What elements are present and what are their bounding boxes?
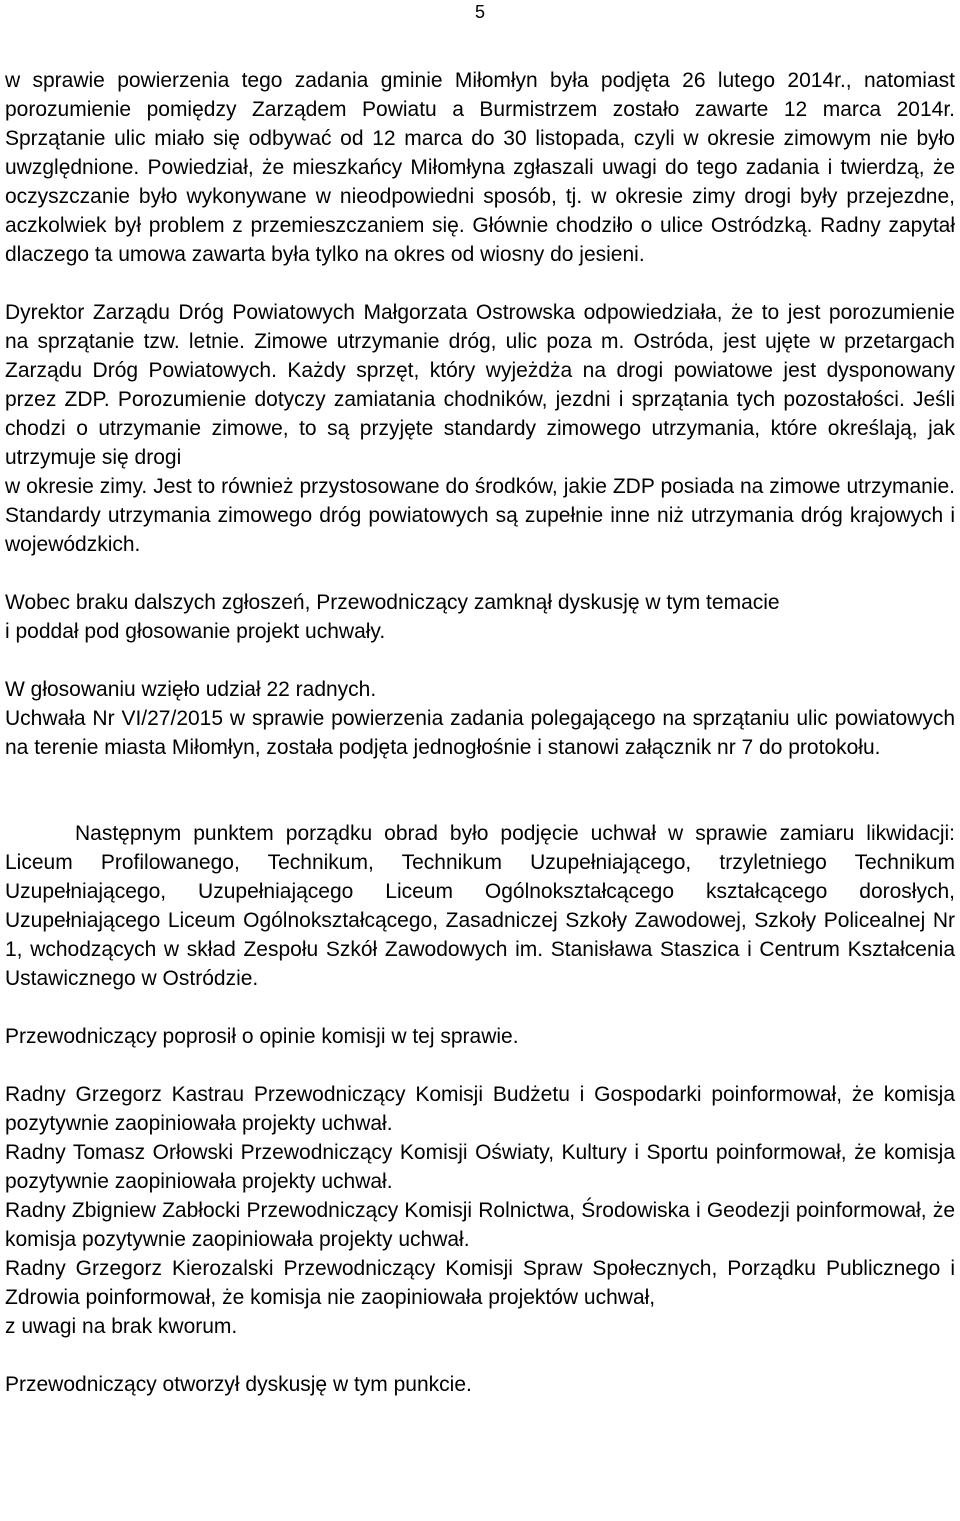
paragraph-street-cleaning-question: w sprawie powierzenia tego zadania gminie Miłomłyn była podjęta 26 lutego 2014r., natomiast porozumienie pomiędzy Zarządem Powiatu a Burmistrzem zostało zawarte 12 marca 2014r. Sprzątanie ulic miało się odbywać od 12 marca do 30 listopada, czyli w okresie zimowym nie było uwzględnione. Powiedział, że mieszkańcy Miłomłyna zgłaszali uwagi do tego zadania i twierdzą, że oczyszczanie było wykonywane w nieodpowiedni sposób, tj. w okresie zimy drogi były przejezdne, aczkolwiek był problem z przemieszczaniem się. Głównie chodziło o ulice Ostródzką. Radny zapytał dlaczego ta umowa zawarta była tylko na okres od wiosny do jesieni. <box>5 69 955 266</box>
paragraph-director-answer: Dyrektor Zarządu Dróg Powiatowych Małgorzata Ostrowska odpowiedziała, że to jest porozumienie na sprzątanie tzw. letnie. Zimowe utrzymanie dróg, ulic poza m. Ostróda, jest ujęte w przetargach Zarządu Dróg Powiatowych. Każdy sprzęt, który wyjeżdża na drogi powiatowe jest dysponowany przez ZDP. Porozumienie dotyczy zamiatania chodników, jezdni i sprzątania tych pozostałości. Jeśli chodzi o utrzymanie zimowe, to są przyjęte standardy zimowego utrzymania, które określają, jak utrzymuje się drogi <box>5 301 955 469</box>
paragraph-vote-count: W głosowaniu wzięło udział 22 radnych. <box>5 678 377 701</box>
paragraph-next-agenda-item: Następnym punktem porządku obrad było podjęcie uchwał w sprawie zamiaru likwidacji: Liceum Profilowanego, Technikum, Technikum Uzupełniającego, trzyletniego Technikum Uzupełniającego, Uzupełniającego Liceum Ogólnokształcącego kształcącego dorosłych, Uzupełniającego Liceum Ogólnokształcącego, Zasadniczej Szkoły Zawodowej, Szkoły Policealnej Nr 1, wchodzących w skład Zespołu Szkół Zawodowych im. Stanisława Staszica i Centrum Kształcenia Ustawicznego w Ostródzie. <box>5 822 955 990</box>
paragraph-discussion-opened: Przewodniczący otworzył dyskusję w tym punkcie. <box>5 1373 472 1396</box>
paragraph-director-answer-continued: w okresie zimy. Jest to również przystosowane do środków, jakie ZDP posiada na zimowe utrzymanie. Standardy utrzymania zimowego dróg powiatowych są zupełnie inne niż utrzymania dróg krajowych i wojewódzkich. <box>5 475 955 556</box>
document-body <box>5 66 955 1399</box>
paragraph-discussion-closed: Wobec braku dalszych zgłoszeń, Przewodniczący zamknął dyskusję w tym temacie <box>5 591 780 614</box>
paragraph-education-committee-opinion: Radny Tomasz Orłowski Przewodniczący Komisji Oświaty, Kultury i Sportu poinformował, że komisja pozytywnie zaopiniowała projekty uchwał. <box>5 1141 955 1193</box>
paragraph-no-quorum-note: z uwagi na brak kworum. <box>5 1315 238 1338</box>
page-number: 5 <box>474 2 485 22</box>
paragraph-social-affairs-committee-opinion: Radny Grzegorz Kierozalski Przewodniczący Komisji Spraw Społecznych, Porządku Publicznego i Zdrowia poinformował, że komisja nie zaopiniowała projektów uchwał, <box>5 1257 955 1309</box>
paragraph-agriculture-committee-opinion: Radny Zbigniew Zabłocki Przewodniczący Komisji Rolnictwa, Środowiska i Geodezji poinformował, że komisja pozytywnie zaopiniowała projekty uchwał. <box>5 1199 955 1251</box>
paragraph-resolution-adopted: Uchwała Nr VI/27/2015 w sprawie powierzenia zadania polegającego na sprzątaniu ulic powiatowych na terenie miasta Miłomłyn, została podjęta jednogłośnie i stanowi załącznik nr 7 do protokołu. <box>5 707 955 759</box>
paragraph-budget-committee-opinion: Radny Grzegorz Kastrau Przewodniczący Komisji Budżetu i Gospodarki poinformował, że komisja pozytywnie zaopiniowała projekty uchwał. <box>5 1083 955 1135</box>
paragraph-committee-opinions-request: Przewodniczący poprosił o opinie komisji w tej sprawie. <box>5 1025 519 1048</box>
paragraph-vote-called: i poddał pod głosowanie projekt uchwały. <box>5 620 386 643</box>
